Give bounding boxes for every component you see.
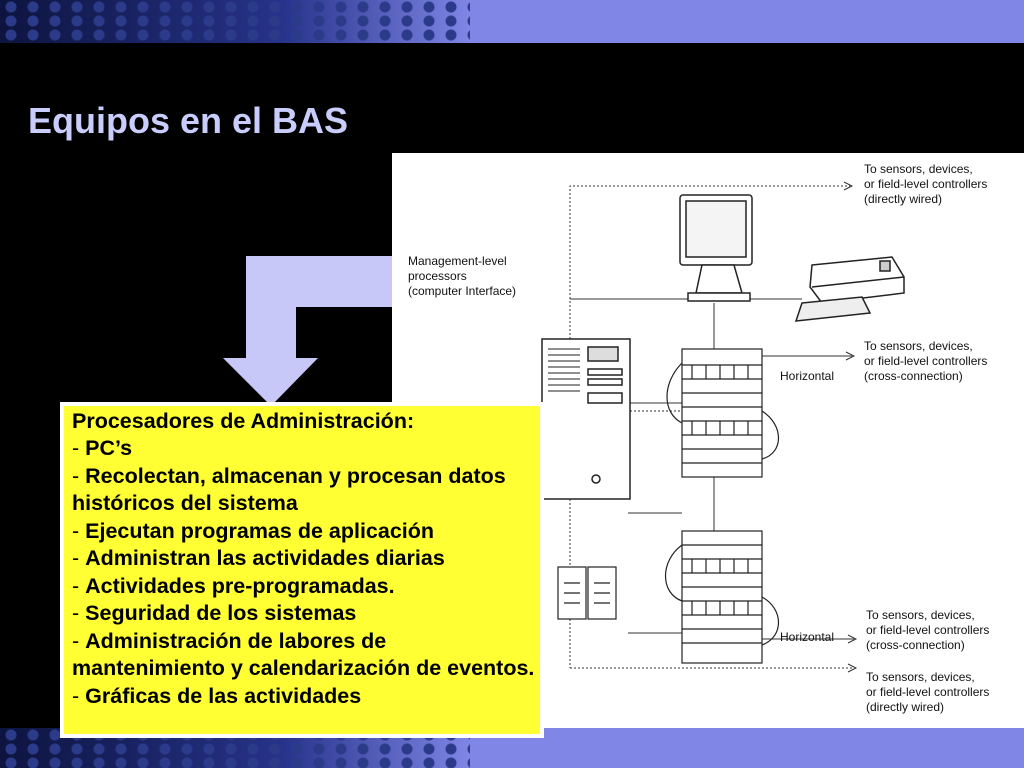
arrow-shape [223, 256, 392, 406]
controller-drawing [558, 567, 616, 619]
monitor-drawing [680, 195, 752, 301]
callout-item-text: Gráficas de las actividades [85, 683, 362, 708]
bullet-dash: - [72, 573, 86, 598]
callout-item [72, 435, 540, 463]
callout-box [60, 402, 544, 738]
computer-tower-drawing [542, 339, 630, 499]
label-management: Management-level processors (computer Interface) [408, 254, 517, 298]
bullet-dash: - [72, 683, 86, 708]
label-horizontal-2: Horizontal [780, 630, 835, 644]
callout-title: Procesadores de Administración: [72, 409, 415, 433]
slide-title: Equipos en el BAS [28, 100, 349, 141]
callout-item [72, 683, 540, 711]
bullet-dash: - [72, 463, 86, 488]
bullet-dash: - [72, 518, 86, 543]
callout-item [72, 600, 540, 628]
bullet-dash: - [72, 628, 86, 653]
callout-item-text: Administración de labores de mantenimiento y calendarización de eventos. [72, 628, 535, 680]
callout-item [72, 545, 540, 573]
patch-panel-lower [666, 531, 779, 663]
callout-item [72, 518, 540, 546]
callout-item-text: Administran las actividades diarias [85, 546, 445, 570]
callout-item-text: PC’s [85, 436, 133, 460]
patch-panel-upper [667, 349, 779, 477]
label-lower-right-1: To sensors, devices, or field-level controllers (cross-connection) [866, 608, 990, 652]
callout-list [72, 435, 540, 710]
label-horizontal-1: Horizontal [780, 369, 835, 383]
printer-drawing [796, 257, 904, 321]
bullet-dash: - [72, 546, 86, 570]
callout-item [72, 463, 540, 518]
label-mid-right: To sensors, devices, or field-level controllers (cross-connection) [864, 339, 988, 383]
callout-item [72, 628, 540, 683]
callout-item [72, 573, 540, 601]
callout-item-text: Actividades pre-programadas. [85, 573, 395, 598]
callout-item-text: Seguridad de los sistemas [85, 601, 357, 625]
label-lower-right-2: To sensors, devices, or field-level controllers (directly wired) [866, 670, 990, 714]
callout-item-text: Recolectan, almacenan y procesan datos históricos del sistema [72, 463, 506, 515]
bullet-dash: - [72, 601, 86, 625]
callout-item-text: Ejecutan programas de aplicación [85, 518, 435, 543]
bullet-dash: - [72, 436, 86, 460]
label-top-right: To sensors, devices, or field-level controllers (directly wired) [864, 162, 988, 206]
